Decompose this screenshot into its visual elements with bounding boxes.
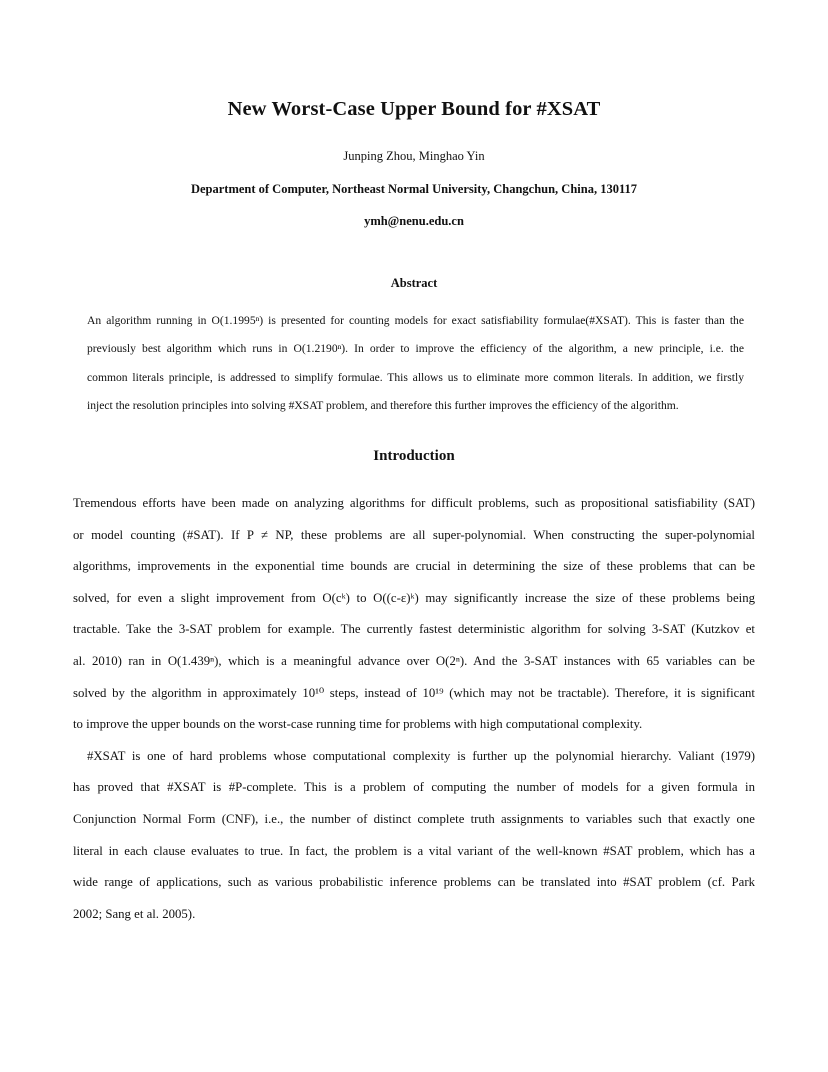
paper-email: ymh@nenu.edu.cn — [364, 214, 464, 228]
body-line: or model counting (#SAT). If P ≠ NP, these problems are all super-polynomial. When constructing the super-polynomial — [73, 527, 755, 542]
body-line: Conjunction Normal Form (CNF), i.e., the number of distinct complete truth assignments to variables such that exactly one — [73, 811, 755, 826]
body-line: tractable. Take the 3-SAT problem for example. The currently fastest deterministic algorithm for solving 3-SAT (Kutzkov et — [73, 622, 755, 637]
abstract-line: previously best algorithm which runs in O(1.2190ⁿ). In order to improve the efficiency of the algorithm, a new principle, i.e. the — [87, 342, 744, 356]
body-line: #XSAT is one of hard problems whose computational complexity is further up the polynomial hierarchy. Valiant (1979) — [87, 748, 755, 763]
paper-authors: Junping Zhou, Minghao Yin — [343, 149, 485, 163]
body-line: to improve the upper bounds on the worst-case running time for problems with high computational complexity. — [73, 717, 643, 732]
abstract-paragraph — [87, 307, 744, 420]
paper-title: New Worst-Case Upper Bound for #XSAT — [227, 98, 601, 120]
paper-affiliation: Department of Computer, Northeast Normal University, Changchun, China, 130117 — [190, 182, 638, 196]
body-line: algorithms, improvements in the exponential time bounds are crucial in determining the size of these problems that can be — [73, 559, 755, 574]
body-line: wide range of applications, such as various probabilistic inference problems can be translated into #SAT problem (cf. Park — [73, 875, 755, 890]
abstract-line: inject the resolution principles into solving #XSAT problem, and therefore this further improves the efficiency of the algorithm. — [87, 398, 679, 412]
section-heading-introduction: Introduction — [373, 448, 455, 464]
body-line: 2002; Sang et al. 2005). — [73, 906, 196, 921]
body-line: al. 2010) ran in O(1.439ⁿ), which is a meaningful advance over O(2ⁿ). And the 3-SAT instances with 65 variables can be — [73, 653, 755, 668]
body-line: solved, for even a slight improvement from O(cᵏ) to O((c-ε)ᵏ) may significantly increase the size of these problems being — [73, 590, 755, 605]
body-line: literal in each clause evaluates to true. In fact, the problem is a vital variant of the well-known #SAT problem, which has a — [73, 843, 755, 858]
introduction-text — [73, 488, 755, 930]
abstract-heading: Abstract — [390, 276, 438, 290]
body-line: has proved that #XSAT is #P-complete. This is a problem of computing the number of models for a given formula in — [73, 780, 755, 795]
abstract-line: common literals principle, is addressed to simplify formulae. This allows us to eliminate more common literals. In addition, we firstly — [87, 370, 744, 384]
body-line: solved by the algorithm in approximately 10¹⁰ steps, instead of 10¹⁹ (which may not be tractable). Therefore, it is significant — [73, 685, 755, 700]
abstract-line: An algorithm running in O(1.1995ⁿ) is presented for counting models for exact satisfiability formulae(#XSAT). This is faster than the — [87, 314, 744, 327]
body-line: Tremendous efforts have been made on analyzing algorithms for difficult problems, such as propositional satisfiability (SAT) — [73, 496, 755, 510]
